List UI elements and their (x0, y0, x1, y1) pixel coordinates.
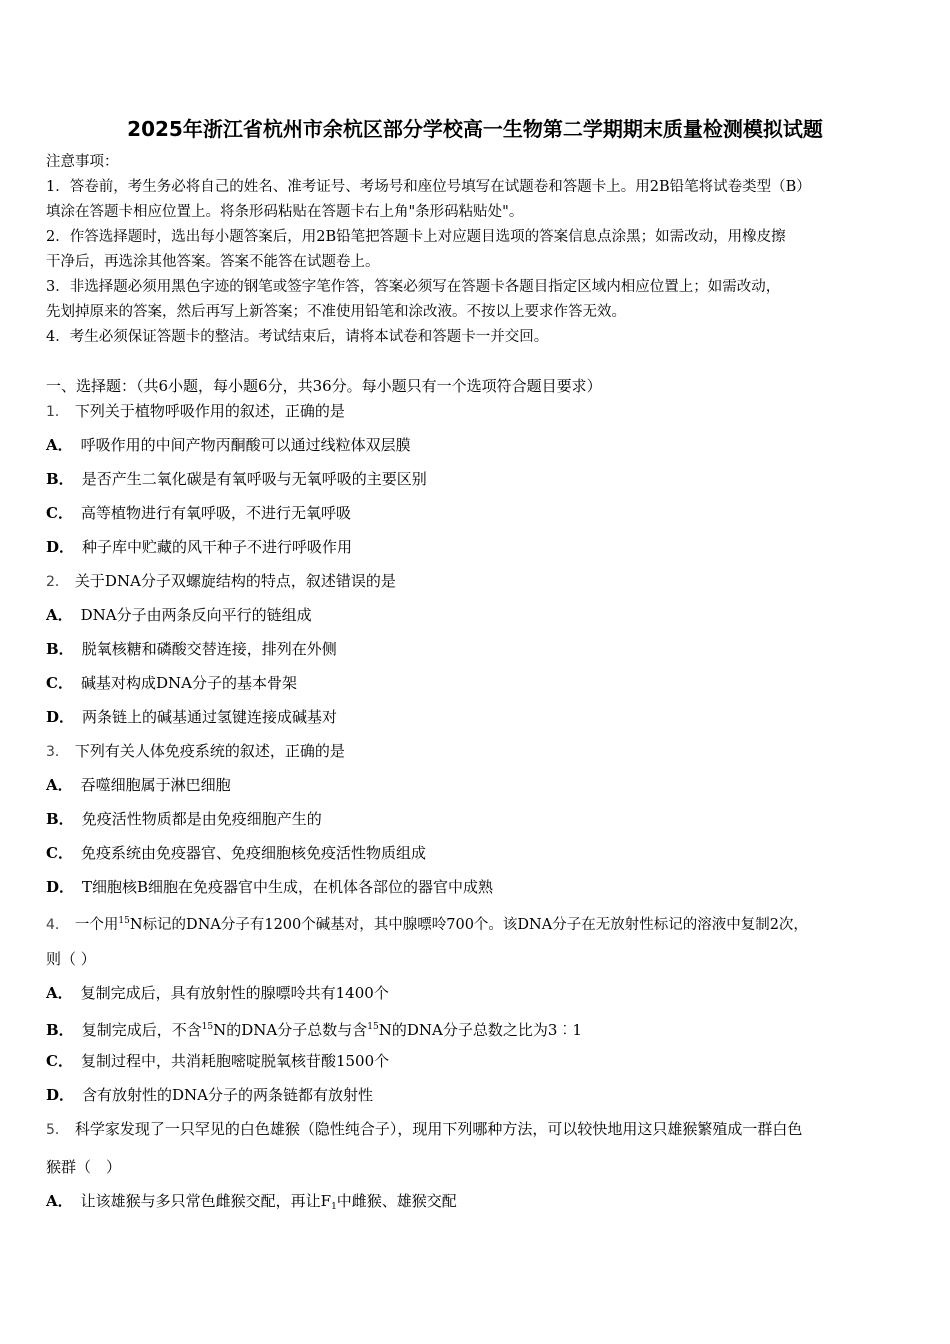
question-stem (46, 741, 916, 762)
option-item (46, 707, 916, 727)
option-label: A． (46, 776, 73, 794)
option-item (46, 435, 916, 455)
option-text: DNA分子由两条反向平行的链组成 (80, 606, 312, 624)
option-label: A． (46, 1192, 73, 1210)
question-text: N标记的DNA分子有1200个碱基对，其中腺嘌呤700个。该DNA分子在无放射性标记的溶液中复制2次， (129, 917, 808, 933)
question-number: 4． (46, 917, 69, 933)
isotope-superscript: 15 (201, 1022, 214, 1032)
option-label: A． (46, 606, 73, 624)
option-text: 高等植物进行有氧呼吸，不进行无氧呼吸 (80, 504, 351, 522)
option-text: N的DNA分子总数与含 (213, 1021, 368, 1039)
question-number: 5． (46, 1122, 69, 1138)
option-text: 吞噬细胞属于淋巴细胞 (80, 776, 231, 794)
notice-line: 填涂在答题卡相应位置上。将条形码粘贴在答题卡右上角"条形码粘贴处"。 (46, 204, 524, 220)
isotope-superscript: 15 (367, 1022, 379, 1032)
question-stem (46, 571, 916, 592)
question-number: 2． (46, 574, 69, 590)
option-text: 呼吸作用的中间产物丙酮酸可以通过线粒体双层膜 (80, 436, 411, 454)
option-text: 脱氧核糖和磷酸交替连接，排列在外侧 (81, 640, 337, 658)
option-label: D． (46, 708, 75, 726)
option-text: 复制完成后，具有放射性的腺嘌呤共有1400个 (80, 984, 389, 1002)
option-item (46, 1085, 916, 1105)
question-stem-continuation: 则（ ） (46, 950, 96, 968)
option-label: D． (46, 538, 75, 556)
option-text: 让该雄猴与多只常色雌猴交配，再让F (80, 1192, 332, 1210)
option-item (46, 503, 916, 523)
option-text: 复制过程中，共消耗胞嘧啶脱氧核苷酸1500个 (80, 1052, 390, 1070)
option-item (46, 1051, 916, 1071)
option-label: B． (46, 640, 74, 658)
option-label: D． (46, 878, 75, 896)
option-label: C． (46, 674, 73, 692)
option-label: D． (46, 1086, 75, 1104)
option-item (46, 537, 916, 557)
option-item (46, 639, 916, 659)
option-label: C． (46, 844, 73, 862)
option-label: A． (46, 436, 73, 454)
option-text: 种子库中贮藏的风干种子不进行呼吸作用 (82, 538, 353, 556)
option-item (46, 877, 916, 897)
isotope-superscript: 15 (118, 916, 130, 926)
question-text: 科学家发现了一只罕见的白色雄猴（隐性纯合子），现用下列哪种方法，可以较快地用这只雄猴繁殖成一群白色 (74, 1120, 803, 1138)
option-label: B． (46, 1021, 74, 1039)
question-number: 1． (46, 404, 69, 420)
option-label: A． (46, 984, 73, 1002)
notice-heading: 注意事项： (46, 154, 119, 170)
option-label: C． (46, 504, 73, 522)
notice-line: 2．作答选择题时，选出每小题答案后，用2B铅笔把答题卡上对应题目选项的答案信息点涂黑；如需改动，用橡皮擦 (46, 229, 786, 245)
section-heading: 一、选择题：（共6小题，每小题6分，共36分。每小题只有一个选项符合题目要求） (46, 377, 602, 395)
option-item (46, 775, 916, 795)
option-item (46, 809, 916, 829)
option-item (46, 1191, 916, 1217)
question-stem (46, 401, 916, 422)
notice-line: 1．答卷前，考生务必将自己的姓名、准考证号、考场号和座位号填写在试题卷和答题卡上。用2B铅笔将试卷类型（B） (46, 179, 811, 195)
notice-line: 先划掉原来的答案，然后再写上新答案；不准使用铅笔和涂改液。不按以上要求作答无效。 (46, 304, 626, 320)
option-label: B． (46, 470, 74, 488)
option-label: C． (46, 1052, 73, 1070)
notice-line: 4．考生必须保证答题卡的整洁。考试结束后，请将本试卷和答题卡一并交回。 (46, 329, 549, 345)
option-text: 免疫系统由免疫器官、免疫细胞核免疫活性物质组成 (80, 844, 426, 862)
option-text: 中雌猴、雄猴交配 (336, 1192, 457, 1210)
option-item (46, 983, 916, 1003)
question-stem (46, 911, 916, 935)
notice-line: 3．非选择题必须用黑色字迹的钢笔或签字笔作答，答案必须写在答题卡各题目指定区域内相应位置上；如需改动， (46, 279, 781, 295)
question-number: 3． (46, 744, 69, 760)
option-label: B． (46, 810, 74, 828)
option-text: 复制完成后，不含 (81, 1021, 202, 1039)
question-text: 下列关于植物呼吸作用的叙述，正确的是 (74, 402, 345, 420)
option-text: 免疫活性物质都是由免疫细胞产生的 (81, 810, 322, 828)
option-text: 碱基对构成DNA分子的基本骨架 (80, 674, 297, 692)
option-item (46, 843, 916, 863)
option-item (46, 469, 916, 489)
option-text: 含有放射性的DNA分子的两条链都有放射性 (82, 1086, 374, 1104)
question-stem (46, 1119, 916, 1140)
option-text: T细胞核B细胞在免疫器官中生成，在机体各部位的器官中成熟 (82, 878, 494, 896)
option-item (46, 1017, 916, 1040)
option-text: 是否产生二氧化碳是有氧呼吸与无氧呼吸的主要区别 (81, 470, 427, 488)
option-item (46, 605, 916, 625)
question-text: 关于DNA分子双螺旋结构的特点，叙述错误的是 (74, 572, 396, 590)
question-stem-continuation: 猴群（ ） (46, 1158, 122, 1176)
question-text: 一个用 (74, 917, 119, 933)
exam-title: 2025年浙江省杭州市余杭区部分学校高一生物第二学期期末质量检测模拟试题 (127, 117, 823, 141)
option-text: N的DNA分子总数之比为3︰1 (378, 1021, 582, 1039)
generation-subscript: 1 (331, 1202, 337, 1212)
option-text: 两条链上的碱基通过氢键连接成碱基对 (82, 708, 338, 726)
notice-line: 干净后，再选涂其他答案。答案不能答在试题卷上。 (46, 254, 380, 270)
question-text: 下列有关人体免疫系统的叙述，正确的是 (74, 742, 345, 760)
option-item (46, 673, 916, 693)
